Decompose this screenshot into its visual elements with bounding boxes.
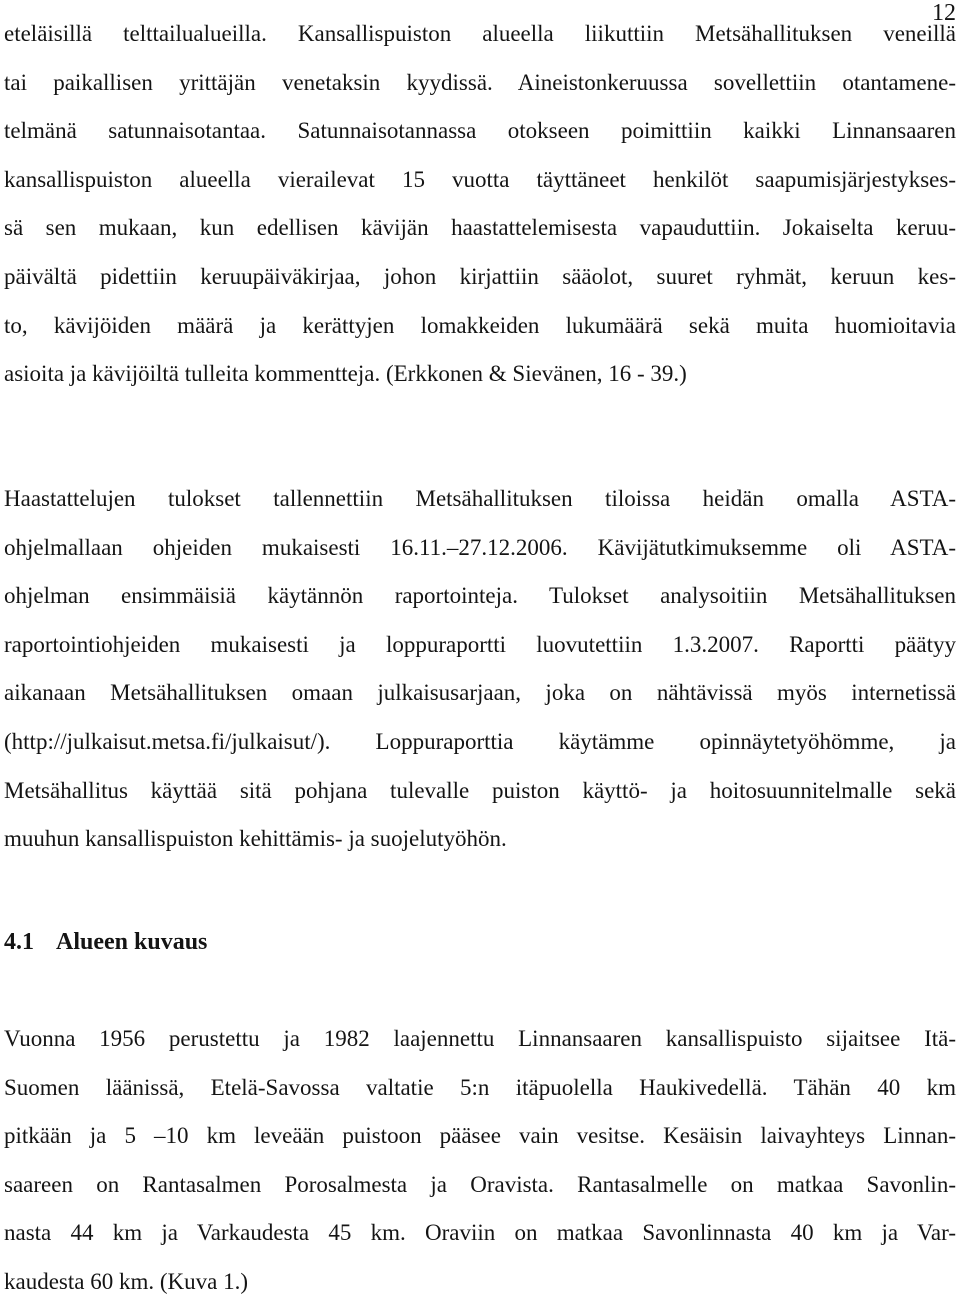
paragraph-line: Metsähallitus käyttää sitä pohjana tulevalle puiston käyttö- ja hoitosuunnitelmalle sekä — [4, 777, 956, 803]
section-number: 4.1 — [4, 929, 34, 955]
paragraph-line: sä sen mukaan, kun edellisen kävijän haastattelemisesta vapauduttiin. Jokaiselta keruu- — [4, 215, 956, 241]
paragraph-line: Haastattelujen tulokset tallennettiin Metsähallituksen tiloissa heidän omalla ASTA- — [4, 486, 956, 511]
paragraph-line: asioita ja kävijöiltä tulleita kommentteja. (Erkkonen & Sievänen, 16 - 39.) — [4, 361, 687, 387]
paragraph-line: (http://julkaisut.metsa.fi/julkaisut/). Loppuraporttia käytämme opinnäytetyöhömme, ja — [4, 728, 956, 754]
section-title: Alueen kuvaus — [56, 929, 208, 955]
paragraph-line: Vuonna 1956 perustettu ja 1982 laajennettu Linnansaaren kansallispuisto sijaitsee Itä- — [4, 1026, 956, 1051]
paragraph-line: muuhun kansallispuiston kehittämis- ja suojelutyöhön. — [4, 826, 507, 852]
paragraph-results-reporting — [4, 475, 956, 864]
page-number: 12 — [932, 0, 956, 26]
paragraph-line: to, kävijöiden määrä ja kerättyjen lomakkeiden lukumäärä sekä muita huomioitavia — [4, 312, 956, 338]
paragraph-line: kaudesta 60 km. (Kuva 1.) — [4, 1268, 248, 1294]
paragraph-line: eteläisillä telttailualueilla. Kansallispuiston alueella liikuttiin Metsähallituksen veneillä — [4, 21, 956, 46]
section-heading — [4, 918, 207, 966]
paragraph-line: nasta 44 km ja Varkaudesta 45 km. Oraviin on matkaa Savonlinnasta 40 km ja Var- — [4, 1220, 956, 1246]
paragraph-line: Suomen läänissä, Etelä-Savossa valtatie 5:n itäpuolella Haukivedellä. Tähän 40 km — [4, 1074, 956, 1100]
paragraph-line: päivältä pidettiin keruupäiväkirjaa, johon kirjattiin sääolot, suuret ryhmät, keruun kes- — [4, 263, 956, 289]
paragraph-area-description — [4, 1015, 956, 1307]
paragraph-line: telmänä satunnaisotantaa. Satunnaisotannassa otokseen poimittiin kaikki Linnansaaren — [4, 118, 956, 144]
paragraph-line: kansallispuiston alueella vierailevat 15 vuotta täyttäneet henkilöt saapumisjärjestykses- — [4, 166, 956, 192]
paragraph-line: ohjelmallaan ohjeiden mukaisesti 16.11.–27.12.2006. Kävijätutkimuksemme oli ASTA- — [4, 534, 956, 560]
paragraph-line: ohjelman ensimmäisiä käytännön raportointeja. Tulokset analysoitiin Metsähallituksen — [4, 583, 956, 609]
paragraph-line: raportointiohjeiden mukaisesti ja loppuraportti luovutettiin 1.3.2007. Raportti päätyy — [4, 631, 956, 657]
paragraph-line: tai paikallisen yrittäjän venetaksin kyydissä. Aineistonkeruussa sovellettiin otantamene- — [4, 69, 956, 95]
paragraph-sampling-method — [4, 10, 956, 399]
paragraph-line: saareen on Rantasalmen Porosalmesta ja Oravista. Rantasalmelle on matkaa Savonlin- — [4, 1171, 956, 1197]
paragraph-line: aikanaan Metsähallituksen omaan julkaisusarjaan, joka on nähtävissä myös internetissä — [4, 680, 956, 706]
paragraph-line: pitkään ja 5 –10 km leveään puistoon pääsee vain vesitse. Kesäisin laivayhteys Linnan- — [4, 1123, 956, 1149]
